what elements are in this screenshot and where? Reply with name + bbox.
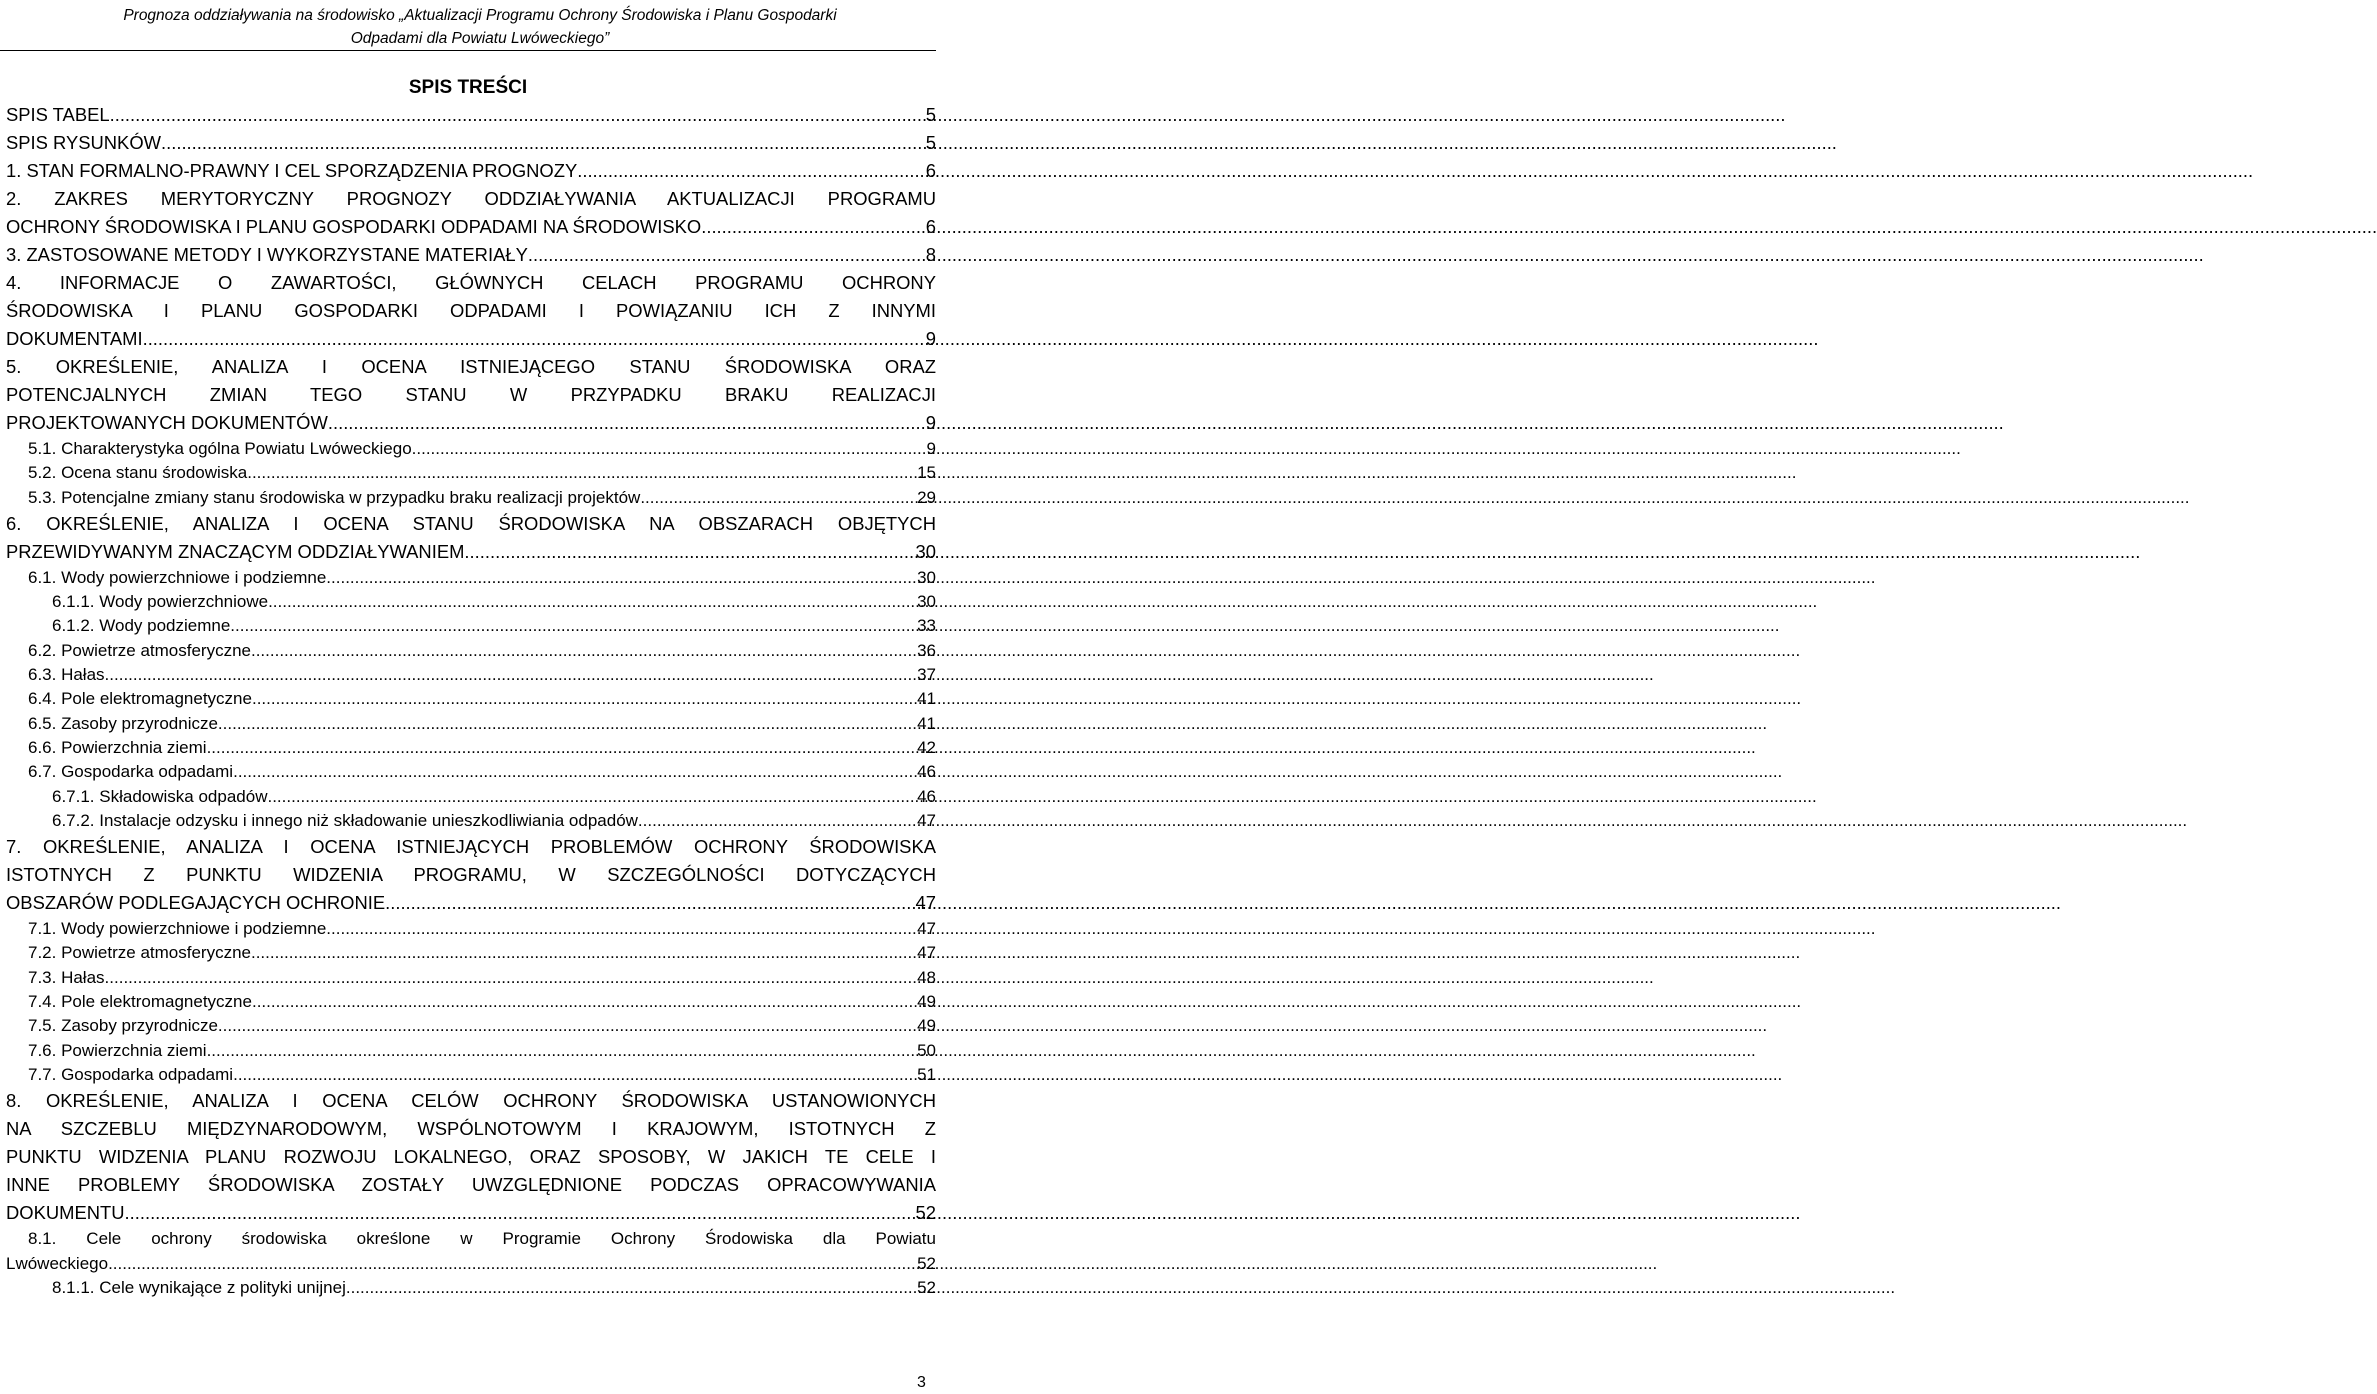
header-line-2: Odpadami dla Powiatu Lwóweckiego” bbox=[350, 30, 610, 47]
toc-entry[interactable] bbox=[6, 590, 936, 614]
toc-entry-text: PROJEKTOWANYCH DOKUMENTÓW bbox=[6, 412, 328, 433]
toc-leader bbox=[326, 566, 917, 590]
toc-entry[interactable] bbox=[6, 510, 936, 566]
toc-entry[interactable] bbox=[6, 1227, 936, 1276]
toc-page: 52 bbox=[915, 1202, 936, 1224]
toc-entry-text: 8.1.1. Cele wynikające z polityki unijnej bbox=[52, 1277, 346, 1297]
toc-entry[interactable] bbox=[6, 712, 936, 736]
toc-page: 42 bbox=[917, 737, 936, 757]
toc-leader bbox=[528, 241, 926, 269]
toc-leader bbox=[640, 486, 917, 510]
toc-page: 49 bbox=[917, 1016, 936, 1036]
toc-entry[interactable] bbox=[6, 437, 936, 461]
toc-leader bbox=[161, 129, 926, 157]
toc-entry[interactable] bbox=[6, 614, 936, 638]
toc-leader bbox=[267, 785, 917, 809]
toc-entry[interactable] bbox=[6, 663, 936, 687]
running-header bbox=[0, 4, 960, 50]
toc-entry-text: 7.5. Zasoby przyrodnicze bbox=[28, 1016, 218, 1036]
toc-entry-line: POTENCJALNYCH ZMIAN TEGO STANU W PRZYPADKU BRAKU REALIZACJI bbox=[6, 384, 936, 405]
toc-entry-line: ISTOTNYCH Z PUNKTU WIDZENIA PROGRAMU, W SZCZEGÓLNOŚCI DOTYCZĄCYCH bbox=[6, 864, 936, 886]
toc-page: 30 bbox=[917, 592, 936, 612]
toc-page: 8 bbox=[925, 244, 936, 265]
toc-page: 47 bbox=[917, 810, 936, 830]
toc-entry-text: 6.3. Hałas bbox=[28, 665, 105, 685]
toc-entry-text: DOKUMENTU bbox=[6, 1202, 125, 1224]
toc-page: 46 bbox=[917, 762, 936, 782]
toc-entry-text: OCHRONY ŚRODOWISKA I PLANU GOSPODARKI ODPADAMI NA ŚRODOWISKO bbox=[6, 216, 702, 237]
toc-entry[interactable] bbox=[6, 486, 936, 510]
toc-entry[interactable] bbox=[6, 129, 936, 157]
toc-page: 41 bbox=[917, 713, 936, 733]
header-rule bbox=[0, 50, 936, 51]
toc-leader bbox=[385, 889, 915, 917]
toc-entry[interactable] bbox=[6, 101, 936, 129]
toc-leader bbox=[143, 325, 926, 353]
toc-entry-text: 6.4. Pole elektromagnetyczne bbox=[28, 689, 252, 709]
toc-entry-text: 6.7. Gospodarka odpadami bbox=[28, 762, 234, 782]
toc-entry-text: PRZEWIDYWANYM ZNACZĄCYM ODDZIAŁYWANIEM bbox=[6, 540, 465, 562]
toc-entry[interactable] bbox=[6, 1039, 936, 1063]
toc-page: 5 bbox=[925, 104, 936, 125]
toc-entry-text: 6.1.2. Wody podziemne bbox=[52, 616, 231, 636]
page-number: 3 bbox=[917, 1374, 926, 1391]
toc-page: 52 bbox=[917, 1277, 936, 1297]
toc-page: 30 bbox=[915, 540, 936, 562]
toc-leader bbox=[251, 639, 917, 663]
toc-entry-text: DOKUMENTAMI bbox=[6, 328, 143, 349]
header-line-1: Prognoza oddziaływania na środowisko „Aktualizacji Programu Ochrony Środowiska i Planu Gospodarki bbox=[123, 7, 837, 24]
toc-page: 9 bbox=[925, 412, 936, 433]
toc-entry[interactable] bbox=[6, 241, 936, 269]
toc-page: 36 bbox=[917, 640, 936, 660]
toc-entry[interactable] bbox=[6, 566, 936, 590]
toc-page: 6 bbox=[925, 160, 936, 181]
toc-entry[interactable] bbox=[6, 687, 936, 711]
toc-page: 37 bbox=[917, 665, 936, 685]
toc-entry-text: 5.1. Charakterystyka ogólna Powiatu Lwóweckiego bbox=[28, 439, 412, 458]
toc-entry-text: 1. STAN FORMALNO-PRAWNY I CEL SPORZĄDZENIA PROGNOZY bbox=[6, 160, 578, 181]
toc-entry-text: 3. ZASTOSOWANE METODY I WYKORZYSTANE MATERIAŁY bbox=[6, 244, 528, 265]
toc-leader bbox=[207, 1039, 918, 1063]
toc-entry[interactable] bbox=[6, 461, 936, 485]
toc-entry-text: 6.7.2. Instalacje odzysku i innego niż składowanie unieszkodliwiania odpadów bbox=[52, 810, 638, 830]
toc-leader bbox=[218, 712, 917, 736]
toc-entry-text: 6.7.1. Składowiska odpadów bbox=[52, 786, 268, 806]
toc-leader bbox=[218, 1014, 917, 1038]
toc-leader bbox=[328, 409, 926, 437]
toc-entry[interactable] bbox=[6, 917, 936, 941]
toc-page: 29 bbox=[917, 487, 936, 507]
toc-leader bbox=[252, 687, 917, 711]
toc-entry-text: 6.1.1. Wody powierzchniowe bbox=[52, 592, 269, 612]
toc-entry[interactable] bbox=[6, 736, 936, 760]
toc-leader bbox=[108, 1252, 917, 1276]
toc-entry[interactable] bbox=[6, 833, 936, 917]
toc-entry-line: 6. OKREŚLENIE, ANALIZA I OCENA STANU ŚRODOWISKA NA OBSZARACH OBJĘTYCH bbox=[6, 512, 936, 534]
toc-entry-text: 7.7. Gospodarka odpadami bbox=[28, 1064, 234, 1084]
toc-leader bbox=[233, 1063, 917, 1087]
toc-leader bbox=[638, 809, 917, 833]
toc-page: 9 bbox=[925, 328, 936, 349]
toc-entry[interactable] bbox=[6, 990, 936, 1014]
toc-page: 47 bbox=[917, 943, 936, 963]
toc-leader bbox=[105, 663, 918, 687]
toc-page: 51 bbox=[917, 1064, 936, 1084]
toc-entry-text: 6.6. Powierzchnia ziemi bbox=[28, 737, 207, 757]
toc-entry-text: SPIS TABEL bbox=[6, 104, 110, 125]
toc-entry[interactable] bbox=[6, 760, 936, 784]
toc-leader bbox=[105, 966, 918, 990]
toc-page: 47 bbox=[915, 892, 936, 914]
toc-leader bbox=[125, 1199, 916, 1227]
toc-page: 47 bbox=[917, 919, 936, 939]
toc-leader bbox=[207, 736, 918, 760]
toc-page: 50 bbox=[917, 1040, 936, 1060]
toc-page: 6 bbox=[925, 216, 936, 237]
toc-leader bbox=[230, 614, 917, 638]
toc-entry-line: 7. OKREŚLENIE, ANALIZA I OCENA ISTNIEJĄCYCH PROBLEMÓW OCHRONY ŚRODOWISKA bbox=[6, 836, 936, 858]
toc-leader bbox=[464, 538, 915, 566]
toc-entry[interactable] bbox=[6, 941, 936, 965]
toc-leader bbox=[326, 917, 917, 941]
toc-leader bbox=[110, 101, 926, 129]
toc-entry-text: 6.5. Zasoby przyrodnicze bbox=[28, 713, 218, 733]
toc-entry-text: 7.3. Hałas bbox=[28, 967, 105, 987]
toc-entry[interactable] bbox=[6, 809, 936, 833]
toc-entry-line: 4. INFORMACJE O ZAWARTOŚCI, GŁÓWNYCH CELACH PROGRAMU OCHRONY bbox=[6, 272, 936, 293]
toc-entry[interactable] bbox=[6, 1276, 936, 1300]
toc-entry-line: 2. ZAKRES MERYTORYCZNY PROGNOZY ODDZIAŁYWANIA AKTUALIZACJI PROGRAMU bbox=[6, 188, 936, 209]
toc-entry[interactable] bbox=[6, 785, 936, 809]
toc-page: 15 bbox=[917, 463, 936, 483]
toc-entry[interactable] bbox=[6, 639, 936, 663]
toc-entry[interactable] bbox=[6, 353, 936, 437]
toc-entry[interactable] bbox=[6, 1014, 936, 1038]
toc-entry-line: ŚRODOWISKA I PLANU GOSPODARKI ODPADAMI I POWIĄZANIU ICH Z INNYMI bbox=[6, 300, 936, 321]
toc-entry-text: 5.3. Potencjalne zmiany stanu środowiska w przypadku braku realizacji projektów bbox=[28, 487, 641, 507]
toc-entry[interactable] bbox=[6, 966, 936, 990]
toc-entry[interactable] bbox=[6, 1087, 936, 1227]
toc-leader bbox=[247, 461, 917, 485]
toc-page: 5 bbox=[925, 132, 936, 153]
toc-entry-text: Lwóweckiego bbox=[6, 1253, 109, 1273]
toc-page: 52 bbox=[917, 1253, 936, 1273]
toc-entry-text: 7.2. Powietrze atmosferyczne bbox=[28, 943, 251, 963]
toc-page: 49 bbox=[917, 992, 936, 1012]
toc-entry-line: INNE PROBLEMY ŚRODOWISKA ZOSTAŁY UWZGLĘDNIONE PODCZAS OPRACOWYWANIA bbox=[6, 1174, 936, 1196]
toc-page: 41 bbox=[917, 689, 936, 709]
toc-page: 46 bbox=[917, 786, 936, 806]
toc-entry[interactable] bbox=[6, 1063, 936, 1087]
toc-leader bbox=[251, 941, 917, 965]
toc-entry-text: 6.1. Wody powierzchniowe i podziemne bbox=[28, 567, 327, 587]
toc-entry-text: OBSZARÓW PODLEGAJĄCYCH OCHRONIE bbox=[6, 892, 386, 914]
toc-entry-line: 8. OKREŚLENIE, ANALIZA I OCENA CELÓW OCHRONY ŚRODOWISKA USTANOWIONYCH bbox=[6, 1090, 936, 1112]
toc-entry-text: 7.4. Pole elektromagnetyczne bbox=[28, 992, 252, 1012]
toc-entry[interactable] bbox=[6, 157, 936, 185]
toc-page: 33 bbox=[917, 616, 936, 636]
toc-page: 30 bbox=[917, 567, 936, 587]
toc-entry-text: 7.1. Wody powierzchniowe i podziemne bbox=[28, 919, 327, 939]
toc-entry-text: 6.2. Powietrze atmosferyczne bbox=[28, 640, 251, 660]
toc-entry-line: 5. OKREŚLENIE, ANALIZA I OCENA ISTNIEJĄCEGO STANU ŚRODOWISKA ORAZ bbox=[6, 356, 936, 377]
toc-leader bbox=[701, 213, 926, 241]
toc-entry-line: 8.1. Cele ochrony środowiska określone w Programie Ochrony Środowiska dla Powiatu bbox=[28, 1229, 936, 1249]
toc-leader bbox=[252, 990, 917, 1014]
toc-leader bbox=[233, 760, 917, 784]
toc-entry[interactable] bbox=[6, 269, 936, 353]
toc-entry-text: 7.6. Powierzchnia ziemi bbox=[28, 1040, 207, 1060]
toc-entry-text: SPIS RYSUNKÓW bbox=[6, 132, 161, 153]
toc-page: 9 bbox=[926, 439, 936, 458]
toc-leader bbox=[412, 437, 927, 461]
toc-leader bbox=[577, 157, 926, 185]
toc-title: SPIS TREŚCI bbox=[408, 77, 528, 98]
toc-leader bbox=[346, 1276, 917, 1300]
toc-page: 48 bbox=[917, 967, 936, 987]
toc-entry-line: NA SZCZEBLU MIĘDZYNARODOWYM, WSPÓLNOTOWYM I KRAJOWYM, ISTOTNYCH Z bbox=[6, 1118, 936, 1140]
toc-entry-line: PUNKTU WIDZENIA PLANU ROZWOJU LOKALNEGO, ORAZ SPOSOBY, W JAKICH TE CELE I bbox=[6, 1146, 936, 1168]
toc-leader bbox=[268, 590, 917, 614]
toc-entry[interactable] bbox=[6, 185, 936, 241]
table-of-contents bbox=[6, 101, 936, 1300]
toc-entry-text: 5.2. Ocena stanu środowiska bbox=[28, 463, 248, 483]
